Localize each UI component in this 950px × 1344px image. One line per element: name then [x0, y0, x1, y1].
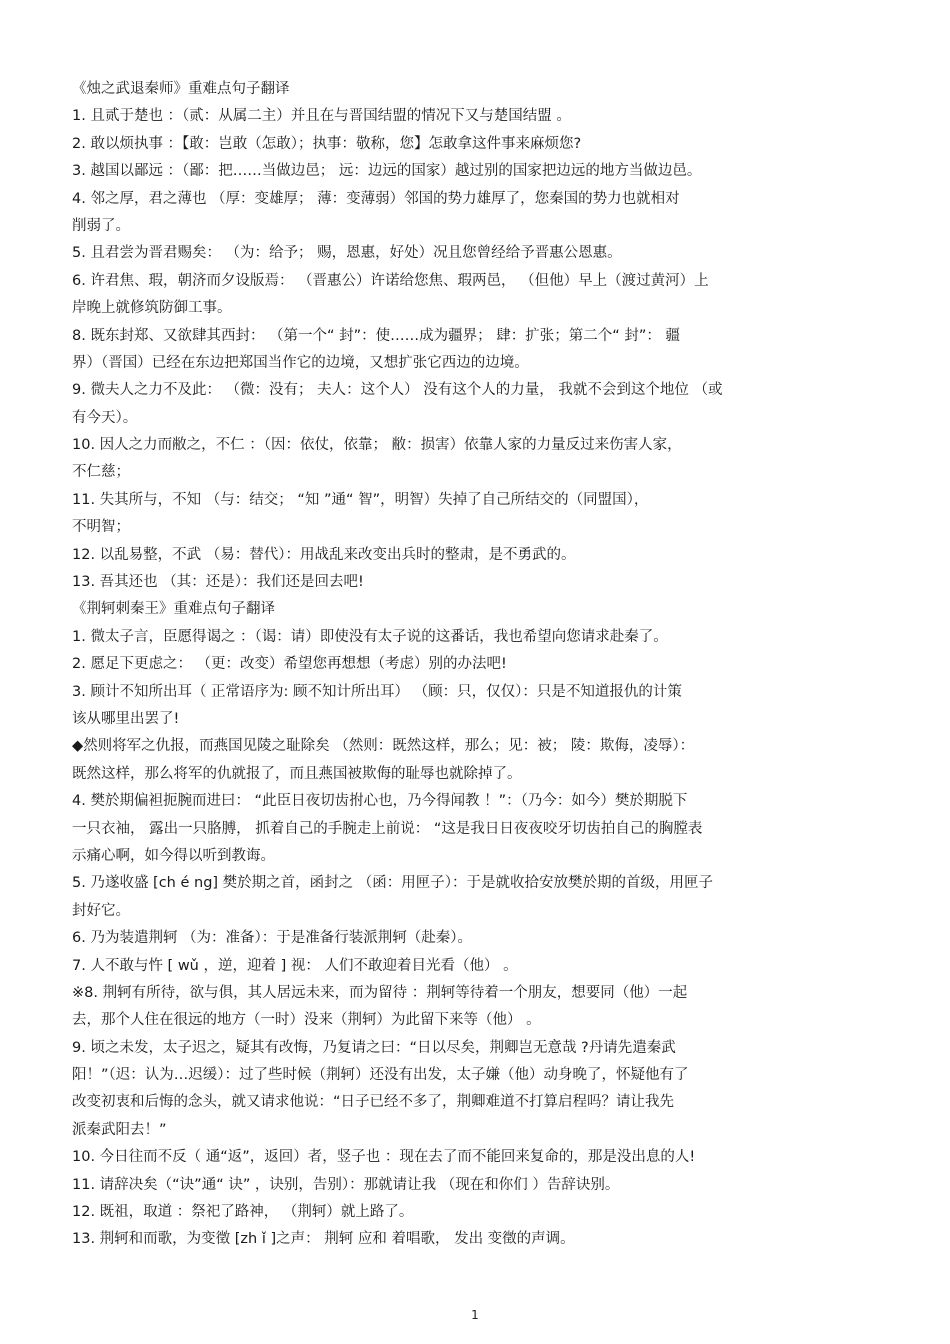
text-line: 有今天）。 — [72, 409, 138, 426]
text-line: 3. 顾计不知所出耳（ 正常语序为: 顾不知计所出耳） （顾：只，仅仅）：只是不知道报仇的计策 — [72, 683, 682, 700]
text-line: 10. 今日往而不反（ 通“返”，返回）者，竖子也 ：现在去了而不能回来复命的，那是没出息的人! — [72, 1149, 696, 1166]
text-line: 6. 乃为装遣荆轲 （为：准备）：于是准备行装派荆轲（赴秦）。 — [72, 930, 473, 947]
text-line: 阳！”（迟：认为…迟缓）：过了些时候（荆轲）还没有出发，太子嫌（他）动身晚了，怀疑他有了 — [72, 1067, 689, 1084]
text-line: 4. 樊於期偏袒扼腕而进曰： “此臣日夜切齿拊心也，乃今得闻教 ！”：（乃今：如今）樊於期脱下 — [72, 793, 688, 810]
text-line: 1. 且贰于楚也 ：（贰：从属二主）并且在与晋国结盟的情况下又与楚国结盟 。 — [72, 108, 571, 125]
text-line: 示痛心啊，如今得以听到教诲。 — [72, 847, 275, 864]
text-line: 4. 邻之厚，君之薄也 （厚：变雄厚； 薄：变薄弱）邻国的势力雄厚了，您秦国的势力也就相对 — [72, 190, 680, 207]
text-line: 11. 失其所与，不知 （与：结交； “知 ”通“ 智”，明智）失掉了自己所结交的（同盟国）， — [72, 491, 649, 508]
text-line: 3. 越国以鄙远 ：（鄙：把……当做边邑； 远：边远的国家）越过别的国家把边远的地方当做边邑。 — [72, 163, 702, 180]
text-line: 9. 顷之未发，太子迟之，疑其有改悔，乃复请之曰：“日以尽矣，荆卿岂无意哉 ?丹请先遣秦武 — [72, 1039, 676, 1056]
text-line: 界）（晋国）已经在东边把郑国当作它的边境，又想扩张它西边的边境。 — [72, 354, 529, 371]
text-line: 一只衣袖， 露出一只胳膊， 抓着自己的手腕走上前说： “这是我日日夜夜咬牙切齿拍自己的胸膛表 — [72, 820, 703, 837]
text-line: 封好它。 — [72, 902, 130, 919]
text-line: 2. 敢以烦执事 ：【敢：岂敢（怎敢）；执事：敬称，您】怎敢拿这件事来麻烦您? — [72, 135, 582, 152]
text-line: 12. 以乱易整，不武 （易：替代）：用战乱来改变出兵时的整肃，是不勇武的。 — [72, 546, 576, 563]
text-line: 2. 愿足下更虑之： （更：改变）希望您再想想（考虑）别的办法吧! — [72, 656, 507, 673]
page-number: 1 — [471, 1308, 479, 1322]
section-title: 《荆轲刺秦王》重难点句子翻译 — [72, 601, 275, 618]
text-line: 既然这样，那么将军的仇就报了，而且燕国被欺侮的耻辱也就除掉了。 — [72, 765, 522, 782]
text-line: 派秦武阳去！” — [72, 1121, 167, 1138]
text-line: 13. 荆轲和而歌，为变徵 [zh ǐ ]之声： 荆轲 应和 着唱歌， 发出 变徵的声调。 — [72, 1231, 575, 1248]
text-line: 7. 人不敢与忤 [ wǔ ，逆，迎着 ] 视： 人们不敢迎着目光看（他） 。 — [72, 957, 518, 974]
text-line: 岸晚上就修筑防御工事。 — [72, 300, 232, 317]
text-line: 13. 吾其还也 （其：还是）：我们还是回去吧! — [72, 574, 364, 591]
text-line: 削弱了。 — [72, 217, 130, 234]
text-line: 去，那个人住在很远的地方（一时）没来（荆轲）为此留下来等（他） 。 — [72, 1012, 541, 1029]
text-line: 改变初衷和后悔的念头，就又请求他说：“日子已经不多了，荆卿难道不打算启程吗？请让我先 — [72, 1094, 675, 1111]
text-line: 该从哪里出罢了! — [72, 710, 180, 727]
text-line: 5. 且君尝为晋君赐矣： （为：给予； 赐，恩惠，好处）况且您曾经给予晋惠公恩惠。 — [72, 245, 622, 262]
text-line: 1. 微太子言，臣愿得谒之 ：（谒：请）即使没有太子说的这番话，我也希望向您请求赴秦了。 — [72, 628, 668, 645]
text-line: 10. 因人之力而敝之，不仁 ：（因：依仗，依靠； 敝：损害）依靠人家的力量反过来伤害人家， — [72, 437, 682, 454]
text-line: 8. 既东封郑、又欲肆其西封： （第一个“ 封”：使……成为疆界； 肆：扩张；第二个“ 封”： 疆 — [72, 327, 681, 344]
document-body — [72, 76, 882, 1254]
text-line: ◆然则将军之仇报，而燕国见陵之耻除矣 （然则：既然这样，那么；见：被； 陵：欺侮，凌辱）： — [72, 738, 695, 755]
text-line: ※8. 荆轲有所待，欲与俱，其人居远未来，而为留待 ：荆轲等待着一个朋友，想要同（他）一起 — [72, 984, 688, 1001]
text-line: 6. 许君焦、瑕，朝济而夕设版焉： （晋惠公）许诺给您焦、瑕两邑， （但他）早上（渡过黄河）上 — [72, 272, 709, 289]
text-line: 不仁慈； — [72, 464, 130, 481]
text-line: 5. 乃遂收盛 [ch é ng] 樊於期之首，函封之 （函：用匣子）：于是就收拾安放樊於期的首级，用匣子 — [72, 875, 714, 892]
text-line: 11. 请辞决矣（“诀”通“ 诀” ，诀别，告别）：那就请让我 （现在和你们 ）告辞诀别。 — [72, 1176, 620, 1193]
section-title: 《烛之武退秦师》重难点句子翻译 — [72, 81, 290, 97]
text-line: 9. 微夫人之力不及此： （微：没有； 夫人：这个人） 没有这个人的力量， 我就不会到这个地位 （或 — [72, 382, 723, 399]
text-line: 12. 既祖，取道 ：祭祀了路神， （荆轲）就上路了。 — [72, 1204, 414, 1221]
text-line: 不明智； — [72, 519, 130, 536]
